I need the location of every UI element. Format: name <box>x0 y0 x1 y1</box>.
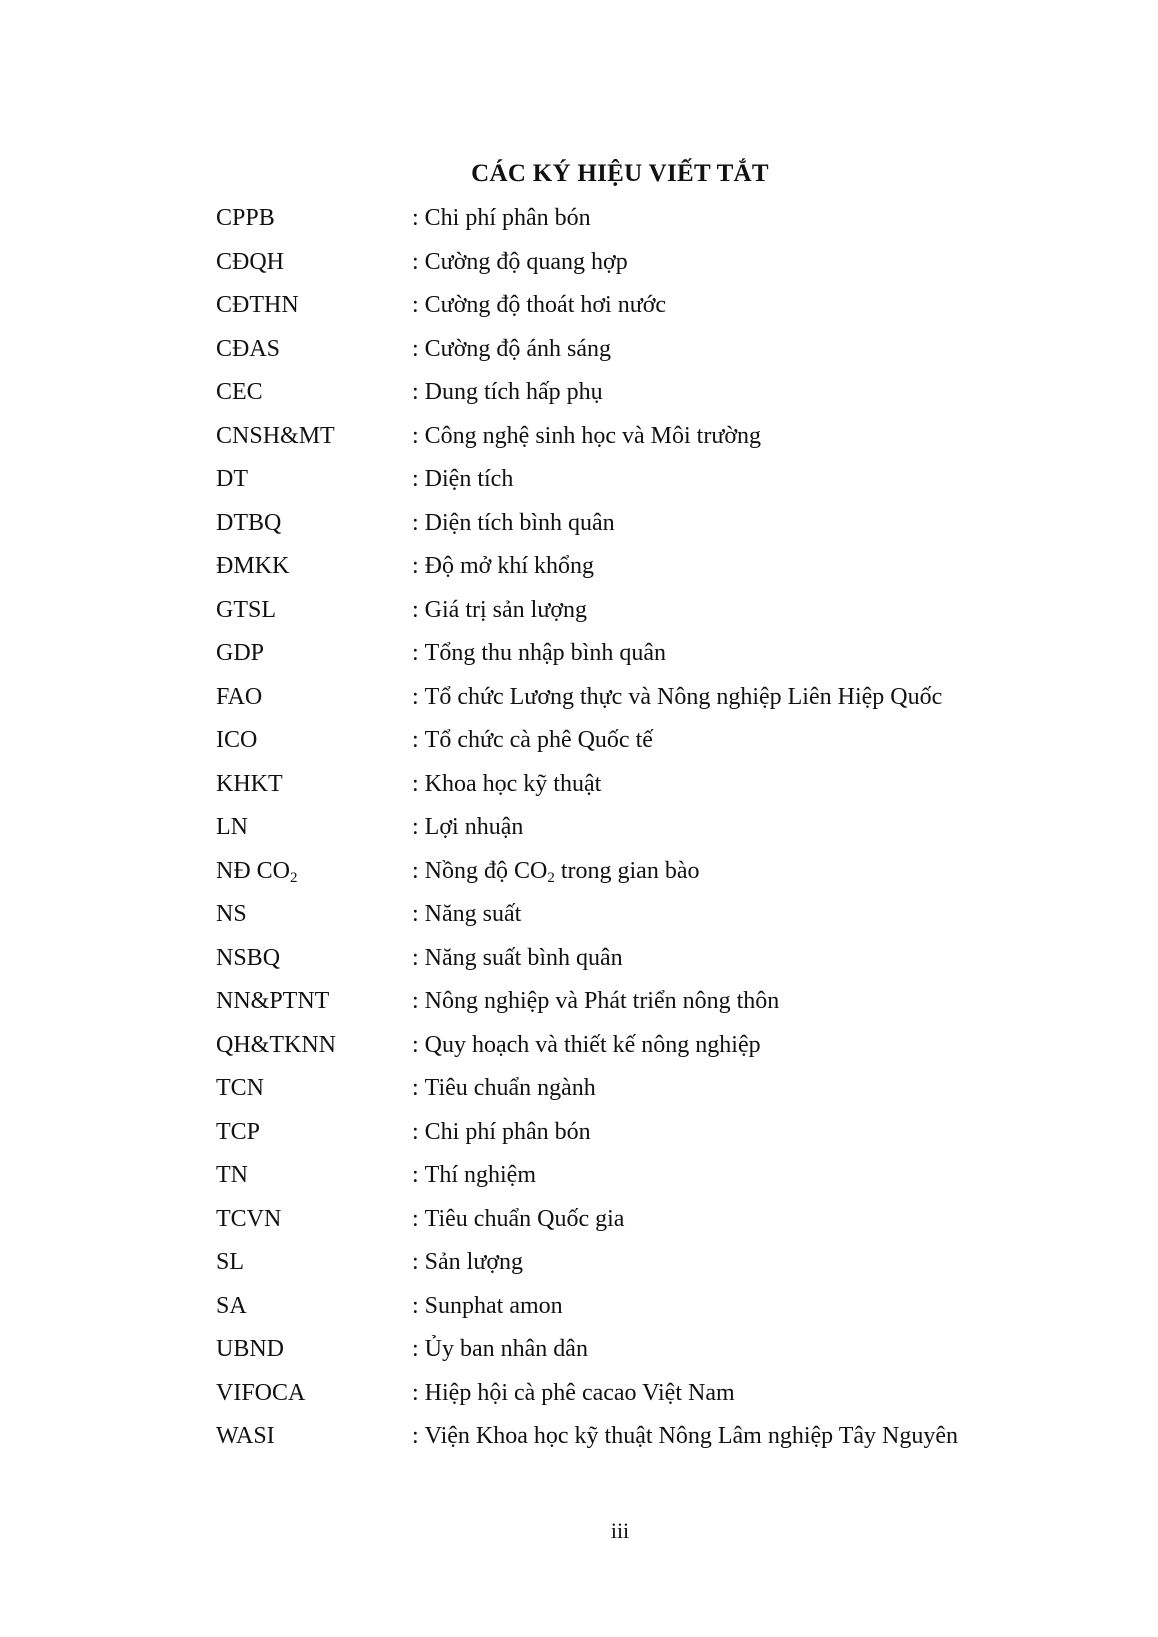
abbreviation-row <box>216 502 1116 546</box>
abbreviation-row <box>216 1067 1116 1111</box>
separator-colon: : <box>412 1031 419 1058</box>
separator-colon: : <box>412 988 419 1015</box>
abbreviation-meaning: Năng suất <box>424 901 522 928</box>
abbreviation-term <box>216 858 412 885</box>
abbreviation-meaning: Ủy ban nhân dân <box>424 1336 588 1363</box>
abbreviation-meaning: Nông nghiệp và Phát triển nông thôn <box>424 988 780 1015</box>
separator-colon: : <box>412 509 419 536</box>
separator-colon: : <box>412 1162 419 1189</box>
abbreviation-term: NSBQ <box>216 944 281 971</box>
abbreviation-row <box>216 589 1116 633</box>
abbreviation-row <box>216 371 1116 415</box>
abbreviation-meaning: Sunphat amon <box>424 1292 563 1319</box>
abbreviation-row <box>216 1241 1116 1285</box>
abbreviation-term: KHKT <box>216 770 283 797</box>
abbreviation-row <box>216 1415 1116 1459</box>
abbreviation-term: CĐAS <box>216 335 281 362</box>
separator-colon: : <box>412 814 419 841</box>
separator-colon: : <box>412 205 419 232</box>
abbreviation-meaning: Sản lượng <box>424 1249 524 1276</box>
abbreviation-meaning: Giá trị sản lượng <box>424 596 588 623</box>
abbreviation-row <box>216 806 1116 850</box>
separator-colon: : <box>412 640 419 667</box>
abbreviation-row <box>216 719 1116 763</box>
abbreviation-row <box>216 1328 1116 1372</box>
abbreviation-row <box>216 1111 1116 1155</box>
abbreviation-term: LN <box>216 814 248 841</box>
abbreviation-term: VIFOCA <box>216 1379 306 1406</box>
abbreviation-meaning: Tiêu chuẩn Quốc gia <box>424 1205 625 1232</box>
abbreviation-term: SA <box>216 1292 247 1319</box>
abbreviation-meaning: Dung tích hấp phụ <box>424 379 603 406</box>
separator-colon: : <box>412 727 419 754</box>
abbreviation-meaning-text: trong gian bào <box>554 857 700 884</box>
abbreviation-meaning: Chi phí phân bón <box>424 205 591 232</box>
abbreviation-meaning: Cường độ quang hợp <box>424 248 628 275</box>
abbreviation-meaning <box>425 858 1116 885</box>
subscript: 2 <box>547 869 555 886</box>
abbreviation-row <box>216 415 1116 459</box>
abbreviation-term: UBND <box>216 1336 285 1363</box>
abbreviation-term: TN <box>216 1162 248 1189</box>
abbreviation-row <box>216 1154 1116 1198</box>
separator-colon: : <box>412 770 419 797</box>
separator-colon: : <box>412 1336 419 1363</box>
page-title: CÁC KÝ HIỆU VIẾT TẮT <box>471 160 769 187</box>
abbreviation-meaning: Hiệp hội cà phê cacao Việt Nam <box>424 1379 735 1406</box>
abbreviation-term: CEC <box>216 379 263 406</box>
separator-colon: : <box>412 944 419 971</box>
abbreviation-row <box>216 763 1116 807</box>
abbreviation-term: NN&PTNT <box>216 988 330 1015</box>
abbreviation-term: QH&TKNN <box>216 1031 336 1058</box>
separator-colon: : <box>412 1118 419 1145</box>
abbreviation-row <box>216 1024 1116 1068</box>
separator-colon: : <box>412 683 419 710</box>
abbreviation-meaning: Tiêu chuẩn ngành <box>424 1075 596 1102</box>
separator-colon: : <box>412 596 419 623</box>
abbreviation-meaning: Tổng thu nhập bình quân <box>424 640 666 667</box>
abbreviation-row <box>216 632 1116 676</box>
abbreviation-term: DT <box>216 466 248 493</box>
abbreviation-meaning: Tổ chức cà phê Quốc tế <box>424 727 653 754</box>
abbreviation-row <box>216 1285 1116 1329</box>
abbreviation-term: CĐQH <box>216 248 285 275</box>
abbreviation-row <box>216 676 1116 720</box>
abbreviation-term: CĐTHN <box>216 292 299 319</box>
abbreviation-term-text: NĐ CO <box>216 857 291 884</box>
separator-colon: : <box>412 553 419 580</box>
abbreviation-term: GTSL <box>216 596 276 623</box>
abbreviation-meaning: Cường độ ánh sáng <box>424 335 612 362</box>
separator-colon: : <box>412 1075 419 1102</box>
separator-colon: : <box>412 1249 419 1276</box>
separator-colon: : <box>412 292 419 319</box>
separator-colon: : <box>412 466 419 493</box>
abbreviation-meaning: Thí nghiệm <box>424 1162 536 1189</box>
separator-colon: : <box>412 335 419 362</box>
abbreviation-term: TCP <box>216 1118 261 1145</box>
abbreviation-meaning: Quy hoạch và thiết kế nông nghiệp <box>424 1031 761 1058</box>
abbreviation-term: CPPB <box>216 205 275 232</box>
abbreviation-row <box>216 850 1116 894</box>
abbreviation-meaning: Độ mở khí khổng <box>424 553 595 580</box>
separator-colon: : <box>412 422 419 449</box>
abbreviation-term: ICO <box>216 727 258 754</box>
abbreviation-row <box>216 328 1116 372</box>
abbreviation-row <box>216 1198 1116 1242</box>
separator-colon: : <box>412 1379 419 1406</box>
abbreviation-term: NS <box>216 901 247 928</box>
abbreviation-meaning-text: Nồng độ CO <box>424 857 548 884</box>
abbreviation-term: TCN <box>216 1075 264 1102</box>
abbreviation-term: DTBQ <box>216 509 282 536</box>
abbreviation-term: WASI <box>216 1423 275 1450</box>
separator-colon: : <box>412 1292 419 1319</box>
abbreviation-row <box>216 197 1116 241</box>
abbreviation-term: SL <box>216 1249 245 1276</box>
separator-colon: : <box>412 857 419 884</box>
abbreviation-meaning: Tổ chức Lương thực và Nông nghiệp Liên Hiệp Quốc <box>424 683 943 710</box>
abbreviation-term: TCVN <box>216 1205 282 1232</box>
abbreviation-meaning: Viện Khoa học kỹ thuật Nông Lâm nghiệp Tây Nguyên <box>424 1423 959 1450</box>
separator-colon: : <box>412 1205 419 1232</box>
abbreviation-meaning: Công nghệ sinh học và Môi trường <box>424 422 762 449</box>
abbreviation-row <box>216 241 1116 285</box>
abbreviation-meaning: Diện tích bình quân <box>424 509 615 536</box>
separator-colon: : <box>412 901 419 928</box>
separator-colon: : <box>412 248 419 275</box>
abbreviation-meaning: Lợi nhuận <box>424 814 524 841</box>
abbreviation-row <box>216 458 1116 502</box>
page-number: iii <box>610 1518 630 1543</box>
abbreviation-meaning: Diện tích <box>424 466 514 493</box>
abbreviation-meaning: Cường độ thoát hơi nước <box>424 292 667 319</box>
abbreviation-row <box>216 1372 1116 1416</box>
abbreviation-term: ĐMKK <box>216 553 290 580</box>
abbreviation-row <box>216 545 1116 589</box>
abbreviation-meaning: Chi phí phân bón <box>424 1118 591 1145</box>
abbreviation-row <box>216 284 1116 328</box>
separator-colon: : <box>412 1423 419 1450</box>
abbreviation-meaning: Năng suất bình quân <box>424 944 623 971</box>
subscript: 2 <box>290 869 298 886</box>
abbreviation-list <box>216 197 1116 1459</box>
abbreviation-term: CNSH&MT <box>216 422 335 449</box>
separator-colon: : <box>412 379 419 406</box>
abbreviation-term: GDP <box>216 640 265 667</box>
abbreviation-meaning: Khoa học kỹ thuật <box>424 770 602 797</box>
abbreviation-row <box>216 937 1116 981</box>
abbreviation-row <box>216 893 1116 937</box>
abbreviation-row <box>216 980 1116 1024</box>
abbreviation-term: FAO <box>216 683 263 710</box>
